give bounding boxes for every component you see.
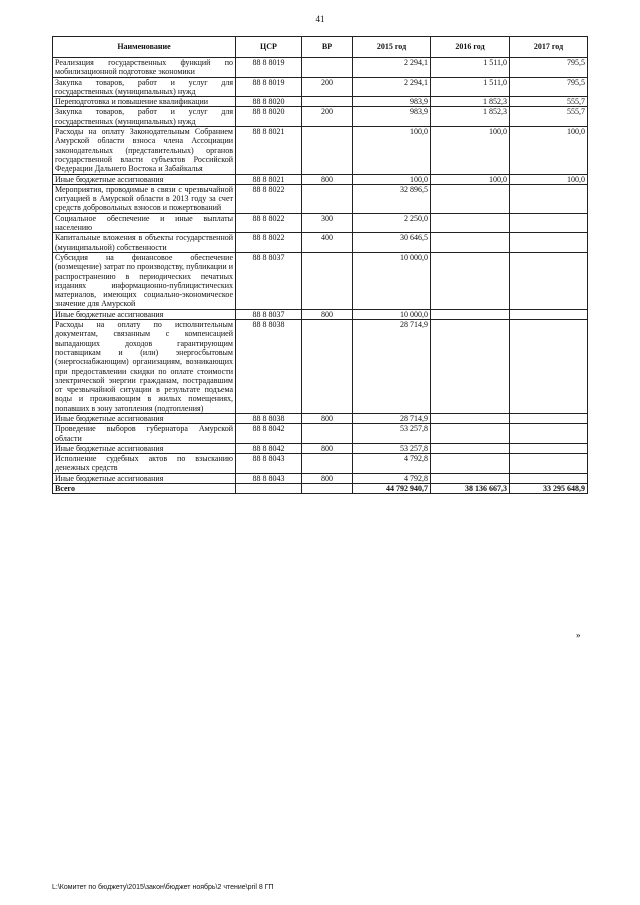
cell-csr: 88 8 8038 [236,413,302,423]
footer-file-path: L:\Комитет по бюджету\2015\закон\бюджет ноябрь\2 чтение\pril 8 ГП [52,884,274,891]
cell-name: Субсидия на финансовое обеспечение (возмещение) затрат по производству, публикации и распространению в периодических печатных изданиях информационно-публицистических материалов, имеющих социально-экономическое значение для Амурской [53,252,236,309]
cell-2017 [510,454,588,474]
header-name: Наименование [53,37,236,58]
cell-csr: 88 8 8020 [236,97,302,107]
cell-csr: 88 8 8043 [236,454,302,474]
cell-name: Иные бюджетные ассигнования [53,443,236,453]
total-row [53,484,588,494]
table-row [53,443,588,453]
table-row [53,107,588,127]
cell-2016 [431,252,510,309]
cell-vr: 800 [302,309,353,319]
cell-2017 [510,184,588,213]
table-row [53,454,588,474]
cell-vr [302,127,353,174]
cell-vr: 200 [302,107,353,127]
cell-2017: 555,7 [510,97,588,107]
table-row [53,473,588,483]
cell-csr: 88 8 8021 [236,127,302,174]
cell-name: Проведение выборов губернатора Амурской области [53,424,236,444]
cell-2017: 795,5 [510,77,588,97]
cell-2015: 2 294,1 [353,58,431,78]
cell-csr: 88 8 8019 [236,58,302,78]
cell-2016 [431,213,510,233]
cell-2017 [510,424,588,444]
cell-csr: 88 8 8042 [236,424,302,444]
cell-2016: 1 852,3 [431,97,510,107]
cell-csr: 88 8 8022 [236,233,302,253]
table-body [53,58,588,484]
cell-vr: 800 [302,174,353,184]
total-label: Всего [53,484,236,494]
cell-2016: 1 511,0 [431,58,510,78]
cell-name: Расходы на оплату по исполнительным документам, связанным с компенсацией выпадающих доходов гарантирующим поставщикам и (или) энергосбытовым (энергоснабжающим) организациям, возникающих при предоставлении скидки по оплате стоимости электрической энергии гражданам, пострадавшим от чрезвычайной ситуации в результате подъема воды и проживающим в жилых помещениях, попавших в зону затопления (подтопления) [53,320,236,414]
cell-vr: 800 [302,443,353,453]
cell-2017: 795,5 [510,58,588,78]
cell-csr: 88 8 8020 [236,107,302,127]
header-csr: ЦСР [236,37,302,58]
cell-vr [302,320,353,414]
budget-table [52,36,588,494]
cell-csr: 88 8 8037 [236,252,302,309]
cell-2017 [510,213,588,233]
cell-name: Капитальные вложения в объекты государственной (муниципальной) собственности [53,233,236,253]
cell-2015: 983,9 [353,97,431,107]
cell-2017 [510,320,588,414]
cell-2017: 100,0 [510,127,588,174]
cell-2016 [431,413,510,423]
cell-2016 [431,184,510,213]
cell-vr [302,97,353,107]
cell-name: Переподготовка и повышение квалификации [53,97,236,107]
cell-vr [302,184,353,213]
cell-2016 [431,424,510,444]
header-2016: 2016 год [431,37,510,58]
cell-2015: 53 257,8 [353,443,431,453]
cell-2016: 1 852,3 [431,107,510,127]
cell-csr: 88 8 8022 [236,184,302,213]
cell-2015: 2 250,0 [353,213,431,233]
cell-2015: 53 257,8 [353,424,431,444]
cell-name: Иные бюджетные ассигнования [53,413,236,423]
cell-name: Иные бюджетные ассигнования [53,473,236,483]
cell-2017 [510,443,588,453]
cell-vr: 800 [302,413,353,423]
cell-name: Исполнение судебных актов по взысканию денежных средств [53,454,236,474]
table-row [53,424,588,444]
table-header-row [53,37,588,58]
total-2017: 33 295 648,9 [510,484,588,494]
page-number: 41 [315,14,325,24]
cell-2017: 555,7 [510,107,588,127]
table-row [53,58,588,78]
cell-vr [302,252,353,309]
cell-2016 [431,473,510,483]
cell-2016 [431,443,510,453]
cell-2015: 10 000,0 [353,252,431,309]
cell-2015: 10 000,0 [353,309,431,319]
cell-2016: 1 511,0 [431,77,510,97]
cell-name: Реализация государственных функций по мобилизационной подготовке экономики [53,58,236,78]
cell-2016: 100,0 [431,127,510,174]
table-row [53,413,588,423]
continuation-mark: » [576,630,581,640]
cell-2016 [431,309,510,319]
cell-csr: 88 8 8021 [236,174,302,184]
cell-2016: 100,0 [431,174,510,184]
header-vr: ВР [302,37,353,58]
cell-name: Расходы на оплату Законодательным Собранием Амурской области взноса члена Ассоциации законодательных (представительных) органов государственной власти субъектов Российской Федерации Дальнего Востока и Забайкалья [53,127,236,174]
cell-2017: 100,0 [510,174,588,184]
cell-name: Иные бюджетные ассигнования [53,309,236,319]
cell-csr: 88 8 8038 [236,320,302,414]
cell-2015: 100,0 [353,174,431,184]
cell-2017 [510,413,588,423]
cell-vr: 200 [302,77,353,97]
cell-vr [302,58,353,78]
header-2017: 2017 год [510,37,588,58]
cell-2015: 28 714,9 [353,320,431,414]
table-row [53,213,588,233]
cell-name: Мероприятия, проводимые в связи с чрезвычайной ситуацией в Амурской области в 2013 году за счет средств добровольных взносов и пожертвований [53,184,236,213]
total-2016: 38 136 667,3 [431,484,510,494]
cell-2015: 4 792,8 [353,473,431,483]
total-csr [236,484,302,494]
cell-vr: 300 [302,213,353,233]
cell-2017 [510,252,588,309]
cell-csr: 88 8 8037 [236,309,302,319]
cell-2016 [431,454,510,474]
table-row [53,309,588,319]
cell-2017 [510,233,588,253]
table-row [53,184,588,213]
total-2015: 44 792 940,7 [353,484,431,494]
cell-vr: 400 [302,233,353,253]
header-2015: 2015 год [353,37,431,58]
cell-2015: 4 792,8 [353,454,431,474]
table-row [53,77,588,97]
cell-2015: 32 896,5 [353,184,431,213]
table-row [53,174,588,184]
cell-2015: 30 646,5 [353,233,431,253]
cell-2015: 2 294,1 [353,77,431,97]
cell-vr [302,454,353,474]
cell-2017 [510,309,588,319]
cell-vr: 800 [302,473,353,483]
table-row [53,320,588,414]
table-row [53,97,588,107]
cell-2015: 28 714,9 [353,413,431,423]
cell-name: Закупка товаров, работ и услуг для государственных (муниципальных) нужд [53,77,236,97]
cell-name: Иные бюджетные ассигнования [53,174,236,184]
cell-vr [302,424,353,444]
cell-2016 [431,320,510,414]
cell-2016 [431,233,510,253]
cell-name: Закупка товаров, работ и услуг для государственных (муниципальных) нужд [53,107,236,127]
cell-2015: 983,9 [353,107,431,127]
cell-csr: 88 8 8019 [236,77,302,97]
cell-name: Социальное обеспечение и иные выплаты населению [53,213,236,233]
table-row [53,127,588,174]
cell-csr: 88 8 8043 [236,473,302,483]
cell-csr: 88 8 8022 [236,213,302,233]
table-row [53,252,588,309]
table-row [53,233,588,253]
cell-csr: 88 8 8042 [236,443,302,453]
cell-2017 [510,473,588,483]
total-vr [302,484,353,494]
cell-2015: 100,0 [353,127,431,174]
